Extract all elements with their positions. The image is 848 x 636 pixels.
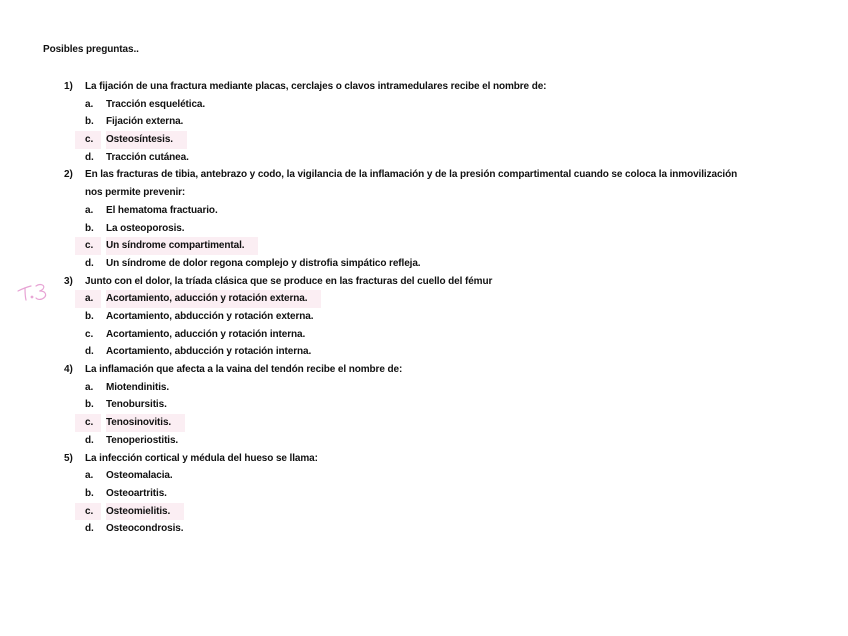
question-text: La infección cortical y médula del hueso se llama: [85,452,318,464]
option-text: Un síndrome compartimental. [106,237,258,255]
page-heading: Posibles preguntas.. [43,44,139,55]
option-letter: c. [75,414,101,432]
question-text: La inflamación que afecta a la vaina del tendón recibe el nombre de: [85,364,403,376]
answer-option [64,220,764,238]
option-letter: d. [85,346,94,358]
option-text: Un síndrome de dolor regona complejo y distrofia simpático refleja. [106,257,421,269]
option-text: Osteomielitis. [106,503,184,521]
option-text: Tenobursitis. [106,399,167,411]
answer-option [64,520,764,538]
option-text: Osteocondrosis. [106,523,184,535]
option-letter: a. [85,381,94,393]
question-text: En las fracturas de tibia, antebrazo y codo, la vigilancia de la inflamación y de la presión compartimental cuando se coloca la inmovilización nos permite prevenir: [85,169,738,199]
question-number: 3) [64,275,73,287]
answer-option [64,308,764,326]
answer-option [64,485,764,503]
option-letter: d. [85,257,94,269]
answer-option [64,467,764,485]
questions-list [64,78,764,538]
answer-option [64,379,764,397]
option-text: Acortamiento, abducción y rotación interna. [106,346,312,358]
answer-option [64,255,764,273]
option-text: Osteoartritis. [106,487,167,499]
option-letter: a. [85,470,94,482]
answer-option [64,326,764,344]
option-letter: c. [75,503,101,521]
question-item [64,166,764,272]
answer-options [64,467,764,538]
answer-option-highlighted [64,503,764,521]
question-number: 2) [64,169,73,181]
answer-option [64,396,764,414]
question-number: 1) [64,81,73,92]
option-text: Fijación externa. [106,116,184,128]
option-text: Osteosíntesis. [106,131,187,149]
option-letter: c. [75,131,101,149]
option-letter: a. [85,204,94,216]
answer-option [64,202,764,220]
handwritten-annotation-t3 [16,280,52,304]
answer-option-highlighted [64,131,764,149]
answer-option-highlighted [64,237,764,255]
option-text: Tenosinovitis. [106,414,185,432]
option-text: Acortamiento, aducción y rotación externa. [106,290,321,308]
option-text: Acortamiento, abducción y rotación externa. [106,311,314,322]
answer-options [64,379,764,450]
option-text: Tracción esquelética. [106,98,206,110]
question-number: 4) [64,364,73,376]
question-text: La fijación de una fractura mediante placas, cerclajes o clavos intramedulares recibe el nombre de: [85,81,547,92]
question-number: 5) [64,452,73,464]
option-text: El hematoma fractuario. [106,204,218,216]
option-text: Acortamiento, aducción y rotación interna. [106,328,306,340]
option-text: Tenoperiostitis. [106,434,179,446]
option-letter: b. [85,399,94,411]
question-item [64,273,764,361]
option-text: La osteoporosis. [106,222,185,234]
option-letter: c. [85,328,94,340]
question-text: Junto con el dolor, la tríada clásica que se produce en las fracturas del cuello del fémur [85,275,493,287]
option-letter: b. [85,116,94,128]
answer-options [64,96,764,167]
answer-options [64,290,764,361]
option-text: Miotendinitis. [106,381,170,393]
answer-option-highlighted [64,290,764,308]
answer-option [64,149,764,167]
option-letter: b. [85,487,94,499]
question-item [64,78,764,166]
question-item [64,450,764,538]
option-text: Osteomalacia. [106,470,173,482]
answer-option-highlighted [64,414,764,432]
answer-option [64,96,764,114]
option-letter: c. [75,237,101,255]
answer-option [64,343,764,361]
option-letter: a. [75,290,101,308]
option-text: Tracción cutánea. [106,151,189,163]
option-letter: d. [85,434,94,446]
option-letter: a. [85,98,94,110]
question-item [64,361,764,449]
option-letter: b. [85,222,94,234]
answer-option [64,432,764,450]
option-letter: d. [85,151,94,163]
answer-option [64,113,764,131]
option-letter: b. [85,311,94,322]
option-letter: d. [85,523,94,535]
answer-options [64,202,764,273]
